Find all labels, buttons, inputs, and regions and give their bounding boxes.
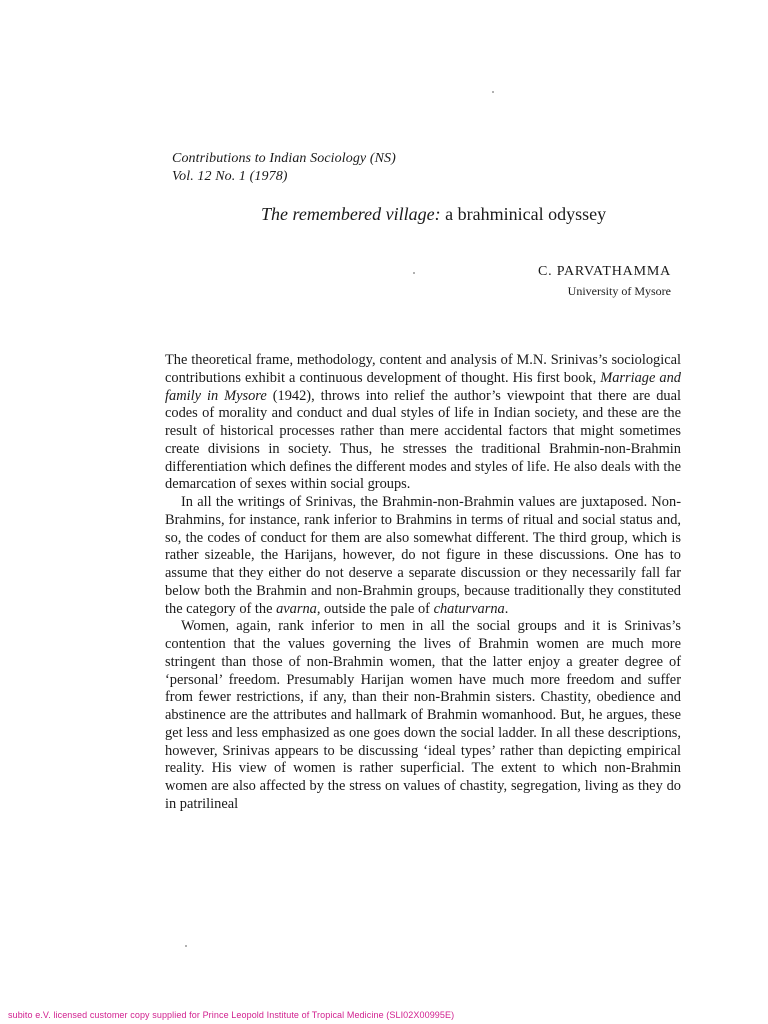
author-block: [538, 263, 671, 299]
journal-volume: Vol. 12 No. 1 (1978): [172, 169, 288, 184]
scan-speck: [185, 945, 187, 947]
author-affiliation: University of Mysore: [567, 284, 671, 298]
paragraph-2-text-a: In all the writings of Srinivas, the Brahmin-non-Brahmin values are juxtaposed. Non-Brahmins, for instance, rank inferior to Brahmins in terms of ritual and social status and, so, the codes of conduct for them are also somewhat different. The third group, which is rather sizeable, the Harijans, however, do not figure in these discussions. One has to assume that they either do not deserve a separate discussion or they necessarily fall far below both the Brahmin and non-Brahmin groups, because traditionally they constituted the category of the: [165, 494, 681, 617]
paragraph-2-text-b: , outside the pale of: [316, 600, 434, 617]
license-footer: subito e.V. licensed customer copy supplied for Prince Leopold Institute of Tropical Medicine (SLI02X00995E): [8, 1010, 455, 1020]
term-chaturvarna: chaturvarna: [433, 600, 505, 617]
paragraph-1: [165, 352, 681, 494]
paragraph-1-text-b: (1942), throws into relief the author’s viewpoint that there are dual codes of morality and conduct and dual styles of life in Indian society, and these are the result of historical processes rather than mere accidental factors that might sometimes create divisions in society. Thus, he stresses the traditional Brahmin-non-Brahmin differentiation which defines the different modes and styles of life. He also deals with the demarcation of sexes within social groups.: [165, 387, 682, 493]
paragraph-2: [165, 494, 681, 618]
term-avarna: avarna: [276, 600, 317, 617]
journal-name: Contributions to Indian Sociology (NS): [172, 151, 396, 166]
author-name: C. PARVATHAMMA: [537, 264, 671, 279]
article-title-italic: The remembered village:: [261, 204, 441, 224]
article-body: [165, 352, 681, 814]
article-title: [261, 203, 606, 225]
article-title-plain: a brahminical odyssey: [440, 204, 607, 224]
scan-speck: [492, 91, 494, 93]
book-title: Marriage and family in Mysore: [165, 369, 681, 404]
journal-citation: [172, 150, 396, 186]
scan-speck: [413, 272, 415, 274]
paragraph-3: Women, again, rank inferior to men in all the social groups and it is Srinivas’s contention that the values governing the lives of Brahmin women are much more stringent than those of non-Brahmin women, that the latter enjoy a greater degree of ‘personal’ freedom. Presumably Harijan women have much more freedom and suffer from fewer restrictions, if any, than their non-Brahmin sisters. Chastity, obedience and abstinence are the attributes and hallmark of Brahmin womanhood. But, he argues, these get less and less emphasized as one goes down the social ladder. In all these descriptions, however, Srinivas appears to be discussing ‘ideal types’ rather than depicting empirical reality. His view of women is rather superficial. The extent to which non-Brahmin women are also affected by the stress on values of chastity, segregation, living as they do in patrilineal: [165, 618, 681, 812]
paragraph-2-text-c: .: [504, 600, 509, 617]
paragraph-1-text-a: The theoretical frame, methodology, content and analysis of M.N. Srinivas’s sociological contributions exhibit a continuous development of thought. His first book,: [165, 352, 681, 386]
